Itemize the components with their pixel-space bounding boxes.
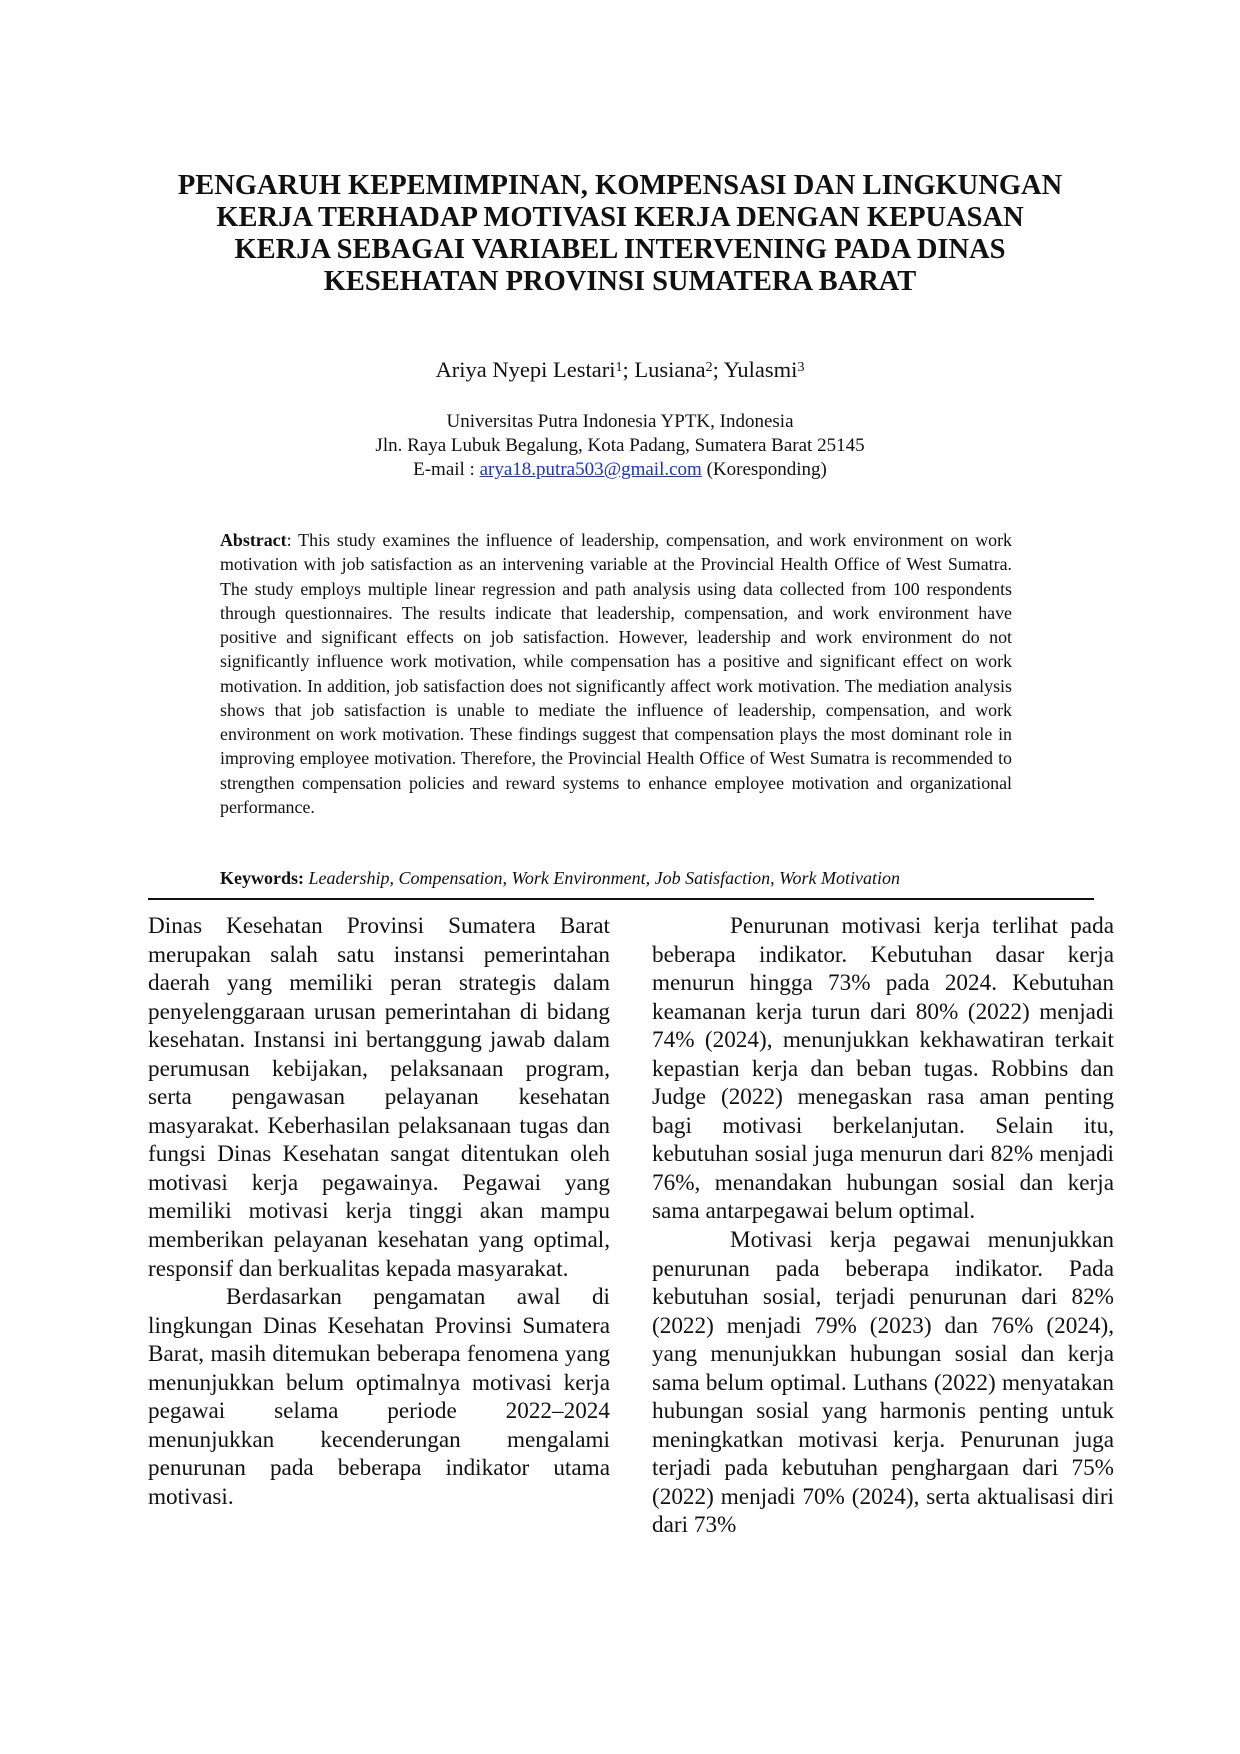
- keyword: Job Satisfaction: [654, 868, 771, 888]
- body-sentence: Keberhasilan pelaksanaan tugas dan fungsi Dinas Kesehatan sangat ditentukan oleh motivasi kerja pegawainya.: [148, 1112, 610, 1196]
- body-sentence: Pada kebutuhan sosial, terjadi penurunan dari 82% (2022) menjadi 79% (2023) dan 76% (2024), yang menunjukkan hubungan sosial dan kerja sama belum optimal.: [652, 1255, 1114, 1396]
- author-name: Lusiana: [634, 357, 706, 382]
- affiliation-mark: 3: [797, 360, 805, 375]
- body-sentence: Penurunan juga terjadi pada kebutuhan penghargaan dari 75% (2022) menjadi 70% (2024), serta aktualisasi diri dari 73%: [652, 1426, 1115, 1539]
- abstract-sentence: The mediation analysis shows that job satisfaction is unable to mediate the influence of leadership, compensation, and work environment on work motivation.: [220, 675, 1012, 744]
- body-column-right: [652, 912, 1114, 1540]
- contact-email-line: [200, 458, 1040, 482]
- title-line: KERJA SEBAGAI VARIABEL INTERVENING PADA DINAS: [234, 234, 1006, 265]
- keyword: Leadership: [308, 868, 390, 888]
- author-separator: ;: [622, 357, 635, 382]
- author-list: [200, 356, 1040, 384]
- affiliation-mark: 1: [615, 360, 623, 375]
- abstract-sentence: In addition, job satisfaction does not significantly affect work motivation.: [307, 675, 840, 696]
- keyword: Work Environment: [511, 868, 646, 888]
- keyword: Work Motivation: [779, 868, 900, 888]
- institution-address: Jln. Raya Lubuk Begalung, Kota Padang, Sumatera Barat 25145: [375, 435, 865, 456]
- body-sentence: Pegawai yang memiliki motivasi kerja tinggi akan mampu memberikan pelayanan kesehatan yang optimal, responsif dan berkualitas kepada masyarakat.: [148, 1169, 610, 1282]
- keywords-label: Keywords:: [220, 868, 304, 888]
- abstract-sentence: The study employs multiple linear regression and path analysis using data collected from 100 respondents through questionnaires.: [220, 578, 1012, 623]
- affiliation-mark: 2: [705, 360, 713, 375]
- body-sentence: Selain itu, kebutuhan sosial juga menurun dari 82% menjadi 76%, menandakan hubungan sosial dan kerja sama antarpegawai belum optimal.: [652, 1112, 1114, 1225]
- body-sentence: Motivasi kerja pegawai menunjukkan penurunan pada beberapa indikator.: [652, 1227, 1114, 1282]
- institution: Universitas Putra Indonesia YPTK, Indonesia: [446, 411, 794, 432]
- abstract-label: Abstract: [220, 530, 287, 550]
- body-sentence: Penurunan motivasi kerja terlihat pada beberapa indikator.: [652, 913, 1114, 968]
- abstract-sentence: This study examines the influence of leadership, compensation, and work environment on work motivation with job satisfaction as an intervening variable at the Provincial Health Office of West Sumatra.: [220, 530, 1013, 575]
- title-line: PENGARUH KEPEMIMPINAN, KOMPENSASI DAN LINGKUNGAN: [177, 170, 1063, 201]
- title-line: KERJA TERHADAP MOTIVASI KERJA DENGAN KEPUASAN: [216, 202, 1024, 233]
- author-name: Yulasmi: [723, 357, 798, 382]
- body-sentence: Berdasarkan pengamatan awal di lingkungan Dinas Kesehatan Provinsi Sumatera Barat, masih ditemukan beberapa fenomena yang menunjukkan belum optimalnya motivasi kerja pegawai selama periode 2022–2024 menunjukkan kecenderungan mengalami penurunan pada beberapa indikator utama motivasi.: [148, 1284, 610, 1510]
- body-sentence: Instansi ini bertanggung jawab dalam perumusan kebijakan, pelaksanaan program, serta pengawasan pelayanan kesehatan masyarakat.: [148, 1027, 610, 1139]
- keyword: Compensation: [398, 868, 503, 888]
- paper-title: [150, 170, 1090, 298]
- email-label: E-mail :: [413, 459, 480, 480]
- abstract-sentence: However, leadership and work environment do not significantly influence work motivation, while compensation has a positive and significant effect on work motivation.: [220, 627, 1012, 696]
- body-sentence: Robbins dan Judge (2022) menegaskan rasa aman penting bagi motivasi berkelanjutan.: [652, 1055, 1115, 1139]
- abstract-sentence: The results indicate that leadership, compensation, and work environment have positive and significant effects on job satisfaction.: [220, 602, 1012, 647]
- abstract-sentence: These findings suggest that compensation plays the most dominant role in improving employee motivation.: [220, 724, 1012, 769]
- body-sentence: Kebutuhan keamanan kerja turun dari 80% (2022) menjadi 74% (2024), menunjukkan kekhawatiran terkait kepastian kerja dan beban tugas.: [652, 970, 1115, 1082]
- body-column-left: [148, 912, 610, 1511]
- body-sentence: Dinas Kesehatan Provinsi Sumatera Barat merupakan salah satu instansi pemerintahan daerah yang memiliki peran strategis dalam penyelenggaraan urusan pemerintahan di bidang kesehatan.: [148, 913, 610, 1054]
- body-sentence: Kebutuhan dasar kerja menurun hingga 73% pada 2024.: [652, 941, 1114, 997]
- affiliation-block: [200, 410, 1040, 482]
- abstract-sentence: Therefore, the Provincial Health Office of West Sumatra is recommended to strengthen compensation policies and reward systems to enhance employee motivation and organizational performance.: [220, 748, 1012, 817]
- section-divider: [148, 898, 1094, 900]
- keywords: Keywords: Leadership, Compensation, Work Environment, Job Satisfaction, Work Motivation: [220, 868, 900, 888]
- body-paragraph: [652, 1226, 1114, 1540]
- email-link[interactable]: arya18.putra503@gmail.com: [479, 459, 702, 480]
- abstract: Abstract: This study examines the influence of leadership, compensation, and work environment on work motivation with job satisfaction as an intervening variable at the Provincial Health Office of West Sumatra. The study employs multiple linear regression and path analysis using data collected from 100 respondents through questionnaires. The results indicate that leadership, compensation, and work environment have positive and significant effects on job satisfaction. However, leadership and work environment do not significantly influence work motivation, while compensation has a positive and significant effect on work motivation. In addition, job satisfaction does not significantly affect work motivation. The mediation analysis shows that job satisfaction is unable to mediate the influence of leadership, compensation, and work environment on work motivation. These findings suggest that compensation plays the most dominant role in improving employee motivation. Therefore, the Provincial Health Office of West Sumatra is recommended to strengthen compensation policies and reward systems to enhance employee motivation and organizational performance.: [220, 530, 1013, 817]
- body-sentence: Luthans (2022) menyatakan hubungan sosial yang harmonis penting untuk meningkatkan motivasi kerja.: [652, 1369, 1115, 1453]
- title-line: KESEHATAN PROVINSI SUMATERA BARAT: [323, 266, 917, 297]
- body-paragraph: [652, 912, 1114, 1226]
- author-name: Ariya Nyepi Lestari: [435, 357, 616, 382]
- email-note: (Koresponding): [701, 459, 827, 480]
- body-paragraph: [148, 1283, 610, 1511]
- author-separator: ;: [712, 357, 724, 382]
- body-paragraph: [148, 912, 610, 1283]
